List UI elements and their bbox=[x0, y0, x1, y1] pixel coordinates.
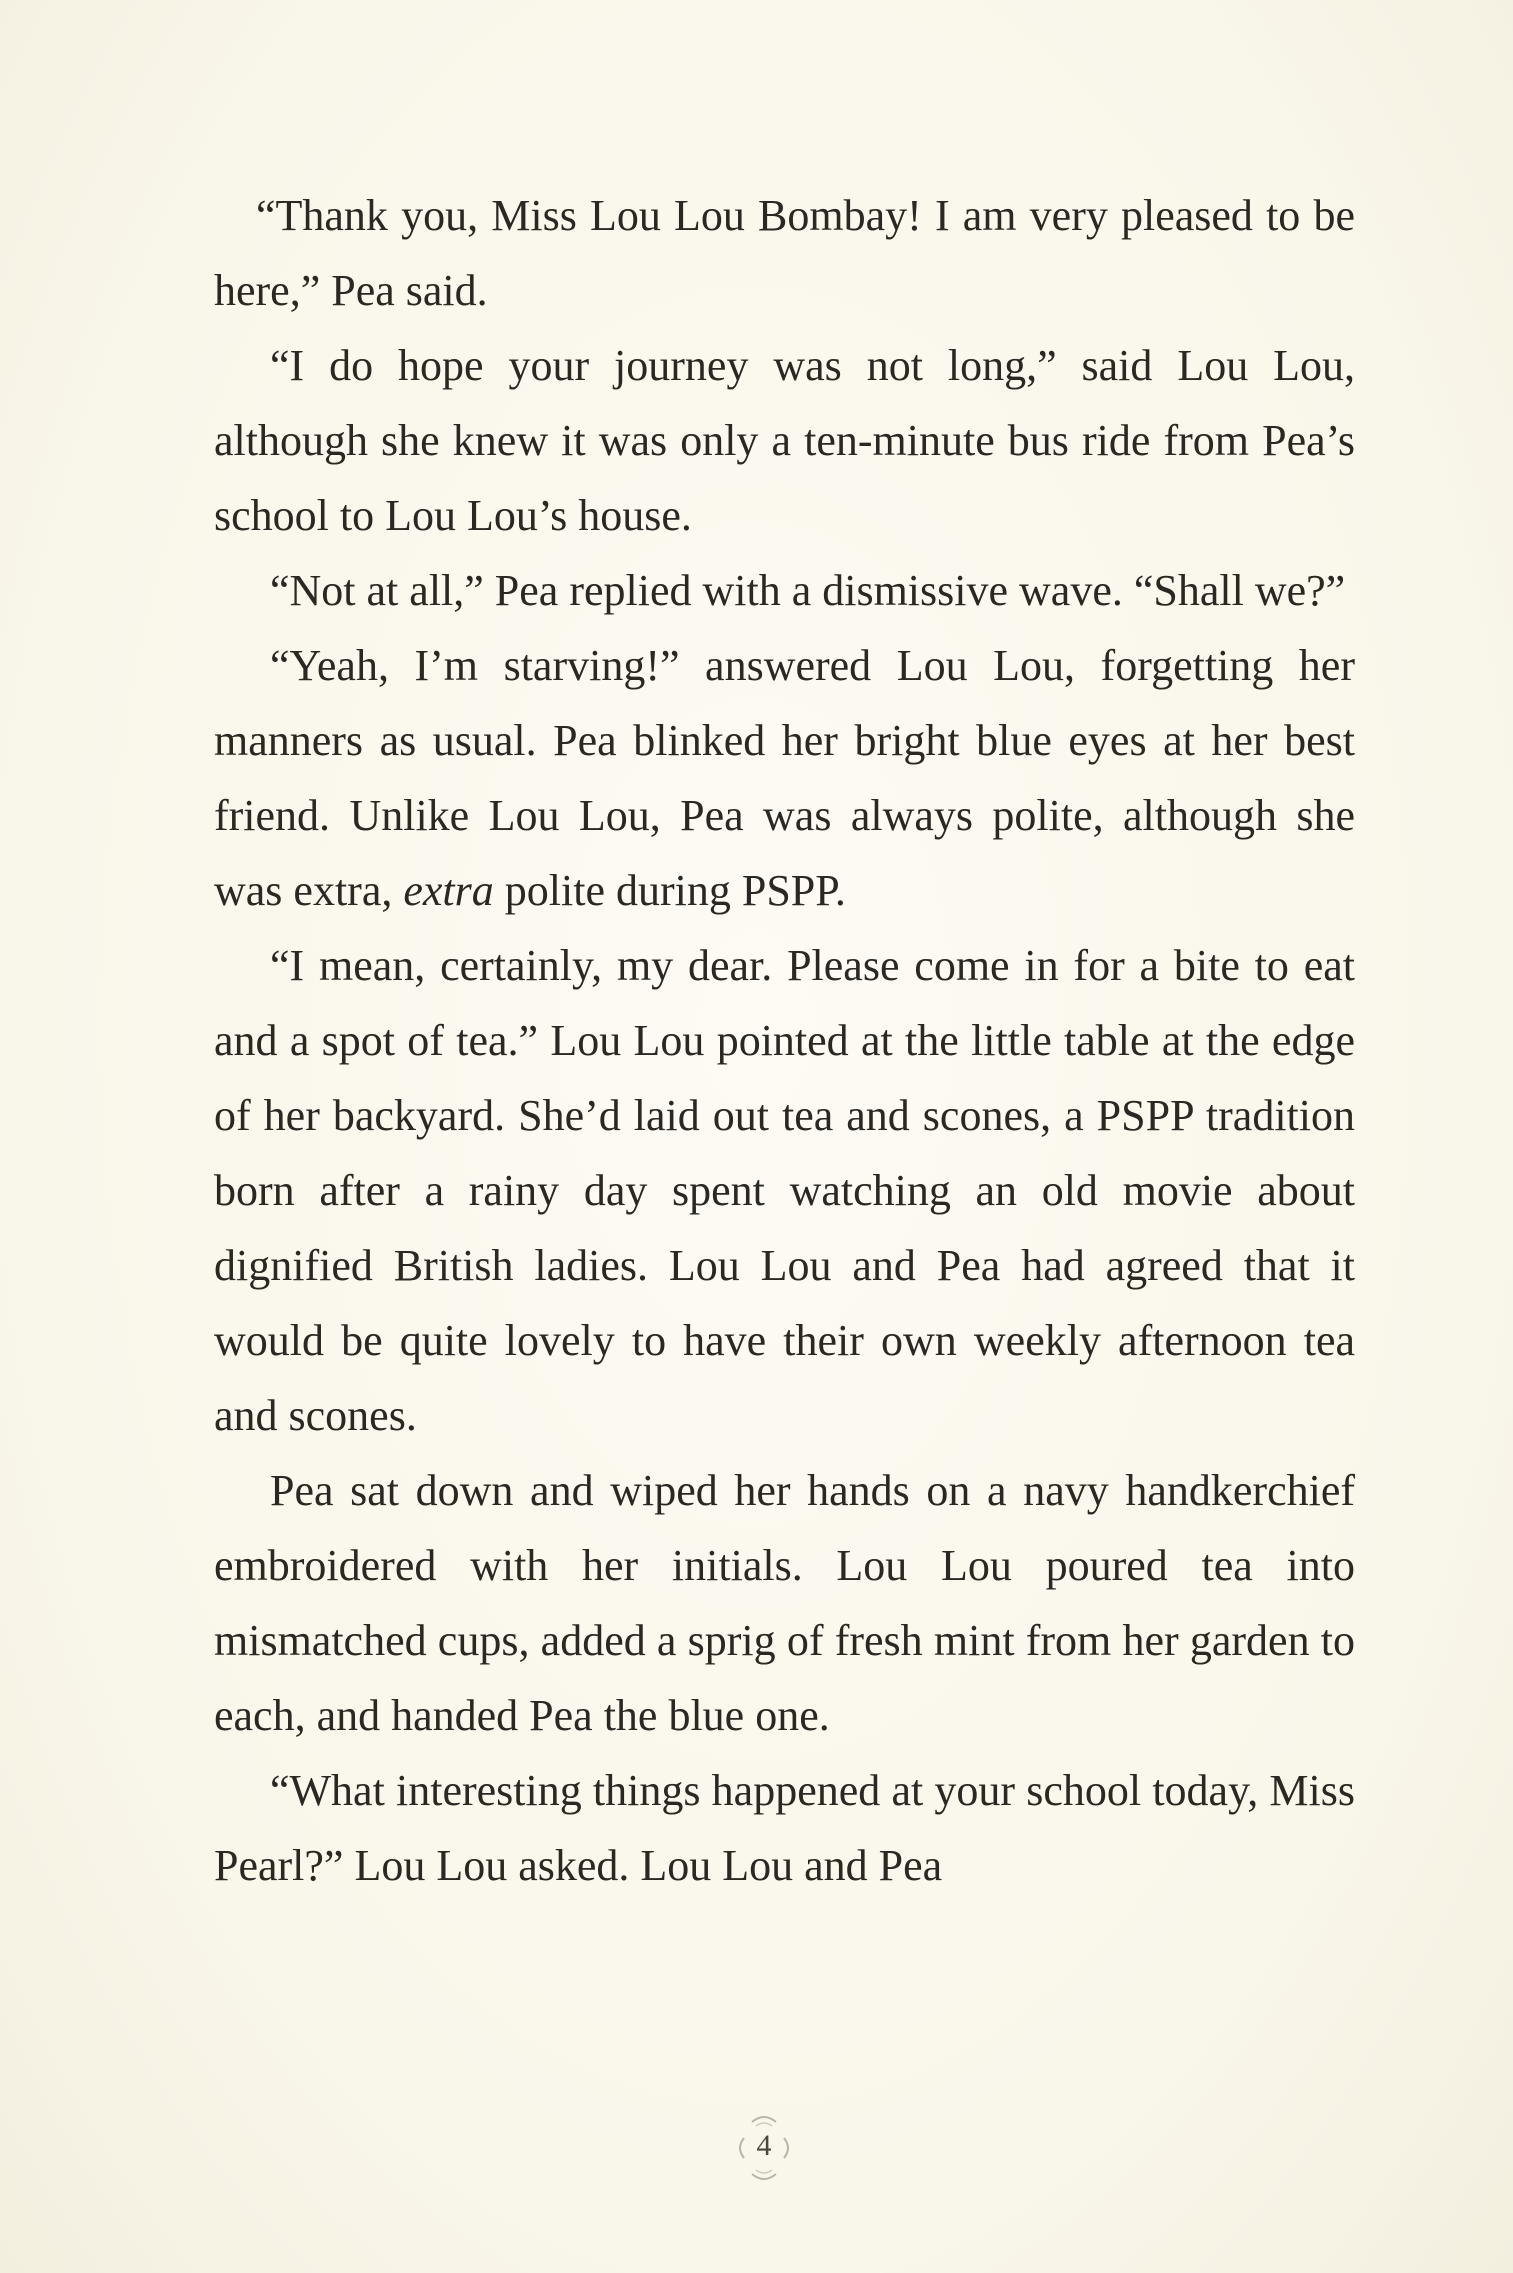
text-run: polite during PSPP. bbox=[493, 866, 846, 915]
paragraph bbox=[214, 628, 1355, 928]
body-text bbox=[214, 178, 1355, 1903]
text-run: “Yeah, I’m starving!” answered Lou Lou, forgetting her manners as usual. Pea blinked her bright blue eyes at her best friend. Unlike Lou Lou, Pea was always polite, although she was extra, bbox=[214, 641, 1355, 915]
text-run: Pea sat down and wiped her hands on a navy handkerchief embroidered with her initials. Lou Lou poured tea into mismatched cups, added a sprig of fresh mint from her garden to each, and handed Pea the blue one. bbox=[214, 1466, 1355, 1740]
page-number: 4 bbox=[756, 2129, 772, 2162]
text-run: “What interesting things happened at your school today, Miss Pearl?” Lou Lou asked. Lou Lou and Pea bbox=[214, 1766, 1355, 1890]
text-run: “I mean, certainly, my dear. Please come in for a bite to eat and a spot of tea.” Lou Lou pointed at the little table at the edge of her backyard. She’d laid out tea and scones, a PSPP tradition born after a rainy day spent watching an old movie about dignified British ladies. Lou Lou and Pea had agreed that it would be quite lovely to have their own weekly afternoon tea and scones. bbox=[214, 941, 1355, 1440]
paragraph bbox=[214, 1453, 1355, 1753]
italic-text: extra bbox=[403, 866, 494, 915]
page-number-ornament bbox=[716, 2100, 812, 2196]
text-run: “Not at all,” Pea replied with a dismissive wave. “Shall we?” bbox=[270, 566, 1346, 615]
paragraph bbox=[214, 928, 1355, 1453]
paragraph bbox=[214, 553, 1355, 628]
text-run: “I do hope your journey was not long,” said Lou Lou, although she knew it was only a ten-minute bus ride from Pea’s school to Lou Lou’s house. bbox=[214, 341, 1355, 540]
text-run: “Thank you, Miss Lou Lou Bombay! I am very pleased to be here,” Pea said. bbox=[214, 191, 1355, 315]
paragraph bbox=[214, 328, 1355, 553]
paragraph bbox=[214, 1753, 1355, 1903]
paragraph bbox=[214, 178, 1355, 328]
